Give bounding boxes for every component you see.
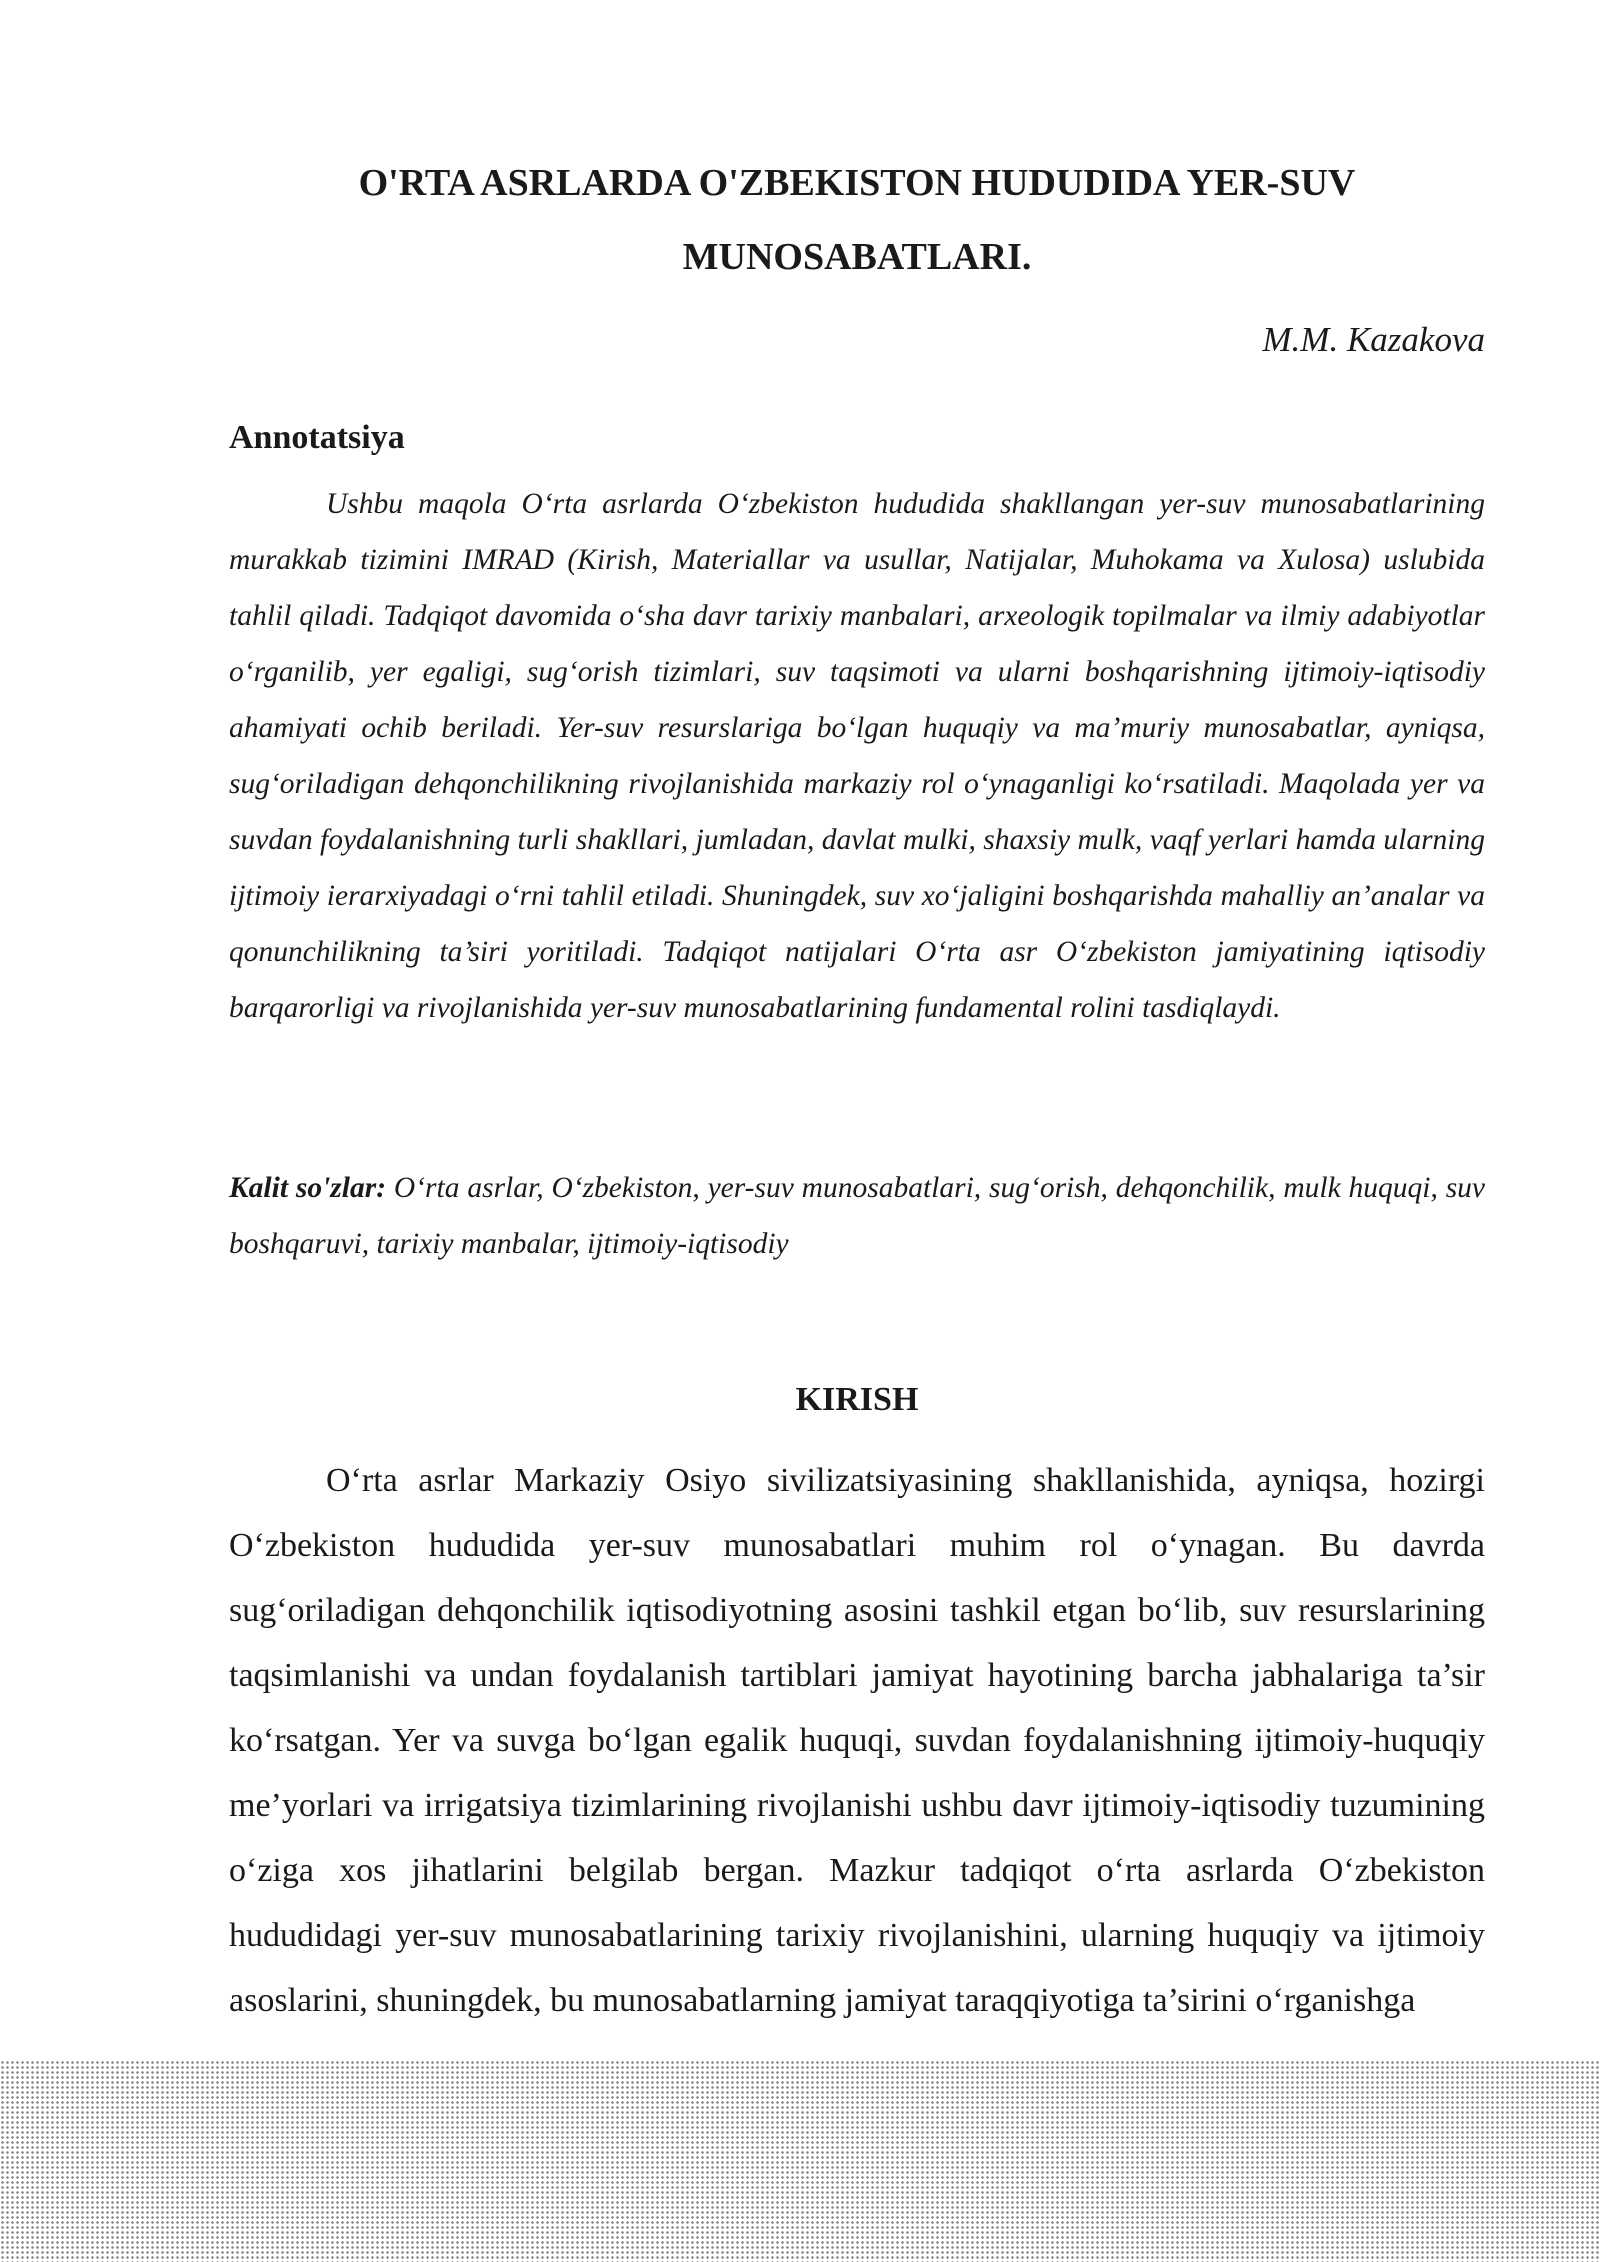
- keywords-text: O‘rta asrlar, O‘zbekiston, yer-suv munosabatlari, sug‘orish, dehqonchilik, mulk huquqi, suv boshqaruvi, tarixiy manbalar, ijtimoiy-iqtisodiy: [229, 1172, 1486, 1260]
- author-name: M.M. Kazakova: [1262, 320, 1485, 359]
- keywords-paragraph: [229, 1160, 1485, 1272]
- keywords-label: Kalit so'zlar:: [229, 1172, 387, 1204]
- paper-title: O'RTA ASRLARDA O'ZBEKISTON HUDUDIDA YER-SUV MUNOSABATLARI.: [358, 162, 1356, 278]
- dotted-fade-overlay: [0, 2060, 1600, 2262]
- annotation-heading: Annotatsiya: [229, 419, 405, 456]
- annotation-text: Ushbu maqola O‘rta asrlarda O‘zbekiston hududida shakllangan yer-suv munosabatlarining murakkab tizimini IMRAD (Kirish, Materiallar va usullar, Natijalar, Muhokama va Xulosa) uslubida tahlil qiladi. Tadqiqot davomida o‘sha davr tarixiy manbalari, arxeologik topilmalar va ilmiy adabiyotlar o‘rganilib, yer egaligi, sug‘orish tizimlari, suv taqsimoti va ularni boshqarishning ijtimoiy-iqtisodiy ahamiyati ochib beriladi. Yer-suv resurslariga bo‘lgan huquqiy va ma’muriy munosabatlar, ayniqsa, sug‘oriladigan dehqonchilikning rivojlanishida markaziy rol o‘ynaganligi ko‘rsatiladi. Maqolada yer va suvdan foydalanishning turli shakllari, jumladan, davlat mulki, shaxsiy mulk, vaqf yerlari hamda ularning ijtimoiy ierarxiyadagi o‘rni tahlil etiladi. Shuningdek, suv xo‘jaligini boshqarishda mahalliy an’analar va qonunchilikning ta’siri yoritiladi. Tadqiqot natijalari O‘rta asr O‘zbekiston jamiyatining iqtisodiy barqarorligi va rivojlanishida yer-suv munosabatlarining fundamental rolini tasdiqlaydi.: [229, 488, 1485, 1024]
- section-heading-introduction: KIRISH: [795, 1381, 919, 1418]
- introduction-text: O‘rta asrlar Markaziy Osiyo sivilizatsiyasining shakllanishida, ayniqsa, hozirgi O‘zbekiston hududida yer-suv munosabatlari muhim rol o‘ynagan. Bu davrda sug‘oriladigan dehqonchilik iqtisodiyotning asosini tashkil etgan bo‘lib, suv resurslarining taqsimlanishi va undan foydalanish tartiblari jamiyat hayotining barcha jabhalariga ta’sir ko‘rsatgan. Yer va suvga bo‘lgan egalik huquqi, suvdan foydalanishning ijtimoiy-huquqiy me’yorlari va irrigatsiya tizimlarining rivojlanishi ushbu davr ijtimoiy-iqtisodiy tuzumining o‘ziga xos jihatlarini belgilab bergan. Mazkur tadqiqot o‘rta asrlarda O‘zbekiston hududidagi yer-suv munosabatlarining tarixiy rivojlanishini, ularning huquqiy va ijtimoiy asoslarini, shuningdek, bu munosabatlarning jamiyat taraqqiyotiga ta’sirini o‘rganishga: [229, 1462, 1485, 2019]
